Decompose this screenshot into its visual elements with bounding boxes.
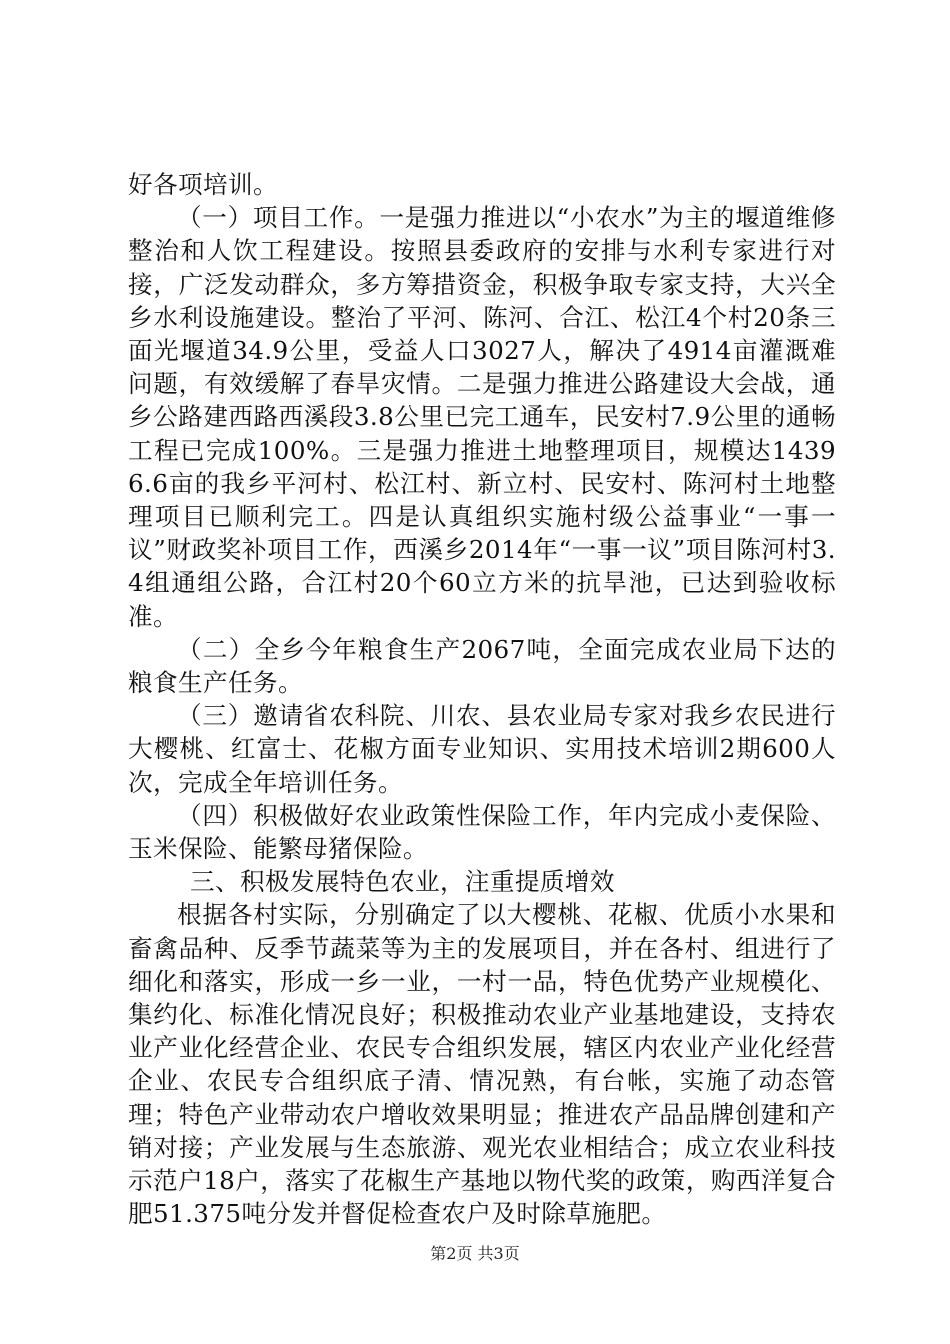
paragraph-grain-production: （二）全乡今年粮食生产2067吨，全面完成农业局下达的粮食生产任务。 — [128, 634, 836, 698]
paragraph-insurance: （四）积极做好农业政策性保险工作，年内完成小麦保险、玉米保险、能繁母猪保险。 — [128, 800, 836, 864]
page-number-footer: 第2页 共3页 — [430, 1244, 520, 1263]
paragraph-continuation: 好各项培训。 — [128, 170, 278, 199]
section-heading: 三、积极发展特色农业，注重提质增效 — [190, 867, 615, 897]
paragraph-project-work: （一）项目工作。一是强力推进以“小农水”为主的堰道维修整治和人饮工程建设。按照县委政府的安排与水利专家进行对接，广泛发动群众，多方筹措资金，积极争取专家支持，大兴全乡水利设施建设。整治了平河、陈河、合江、松江4个村20条三面光堰道34.9公里，受益人口3027人，解决了4914亩灌溉难问题，有效缓解了春旱灾情。二是强力推进公路建设大会战，通乡公路建西路西溪段3.8公里已完工通车，民安村7.9公里的通畅工程已完成100%。三是强力推进土地整理项目，规模达14396.6亩的我乡平河村、松江村、新立村、民安村、陈河村土地整理项目已顺利完工。四是认真组织实施村级公益事业“一事一议”财政奖补项目工作，西溪乡2014年“一事一议”项目陈河村3.4组通组公路，合江村20个60立方米的抗旱池，已达到验收标准。 — [128, 203, 836, 631]
paragraph-featured-agriculture: 根据各村实际，分别确定了以大樱桃、花椒、优质小水果和畜禽品种、反季节蔬菜等为主的发展项目，并在各村、组进行了细化和落实，形成一乡一业，一村一品，特色优势产业规模化、集约化、标准化情况良好；积极推动农业产业基地建设，支持农业产业化经营企业、农民专合组织发展，辖区内农业产业化经营企业、农民专合组织底子清、情况熟，有台帐，实施了动态管理；特色产业带动农户增收效果明显；推进农产品品牌创建和产销对接；产业发展与生态旅游、观光农业相结合；成立农业科技示范户18户，落实了花椒生产基地以物代奖的政策，购西洋复合肥51.375吨分发并督促检查农户及时除草施肥。 — [128, 900, 836, 1229]
document-body — [128, 168, 836, 1231]
paragraph-training: （三）邀请省农科院、川农、县农业局专家对我乡农民进行大樱桃、红富士、花椒方面专业知识、实用技术培训2期600人次，完成全年培训任务。 — [128, 701, 836, 797]
